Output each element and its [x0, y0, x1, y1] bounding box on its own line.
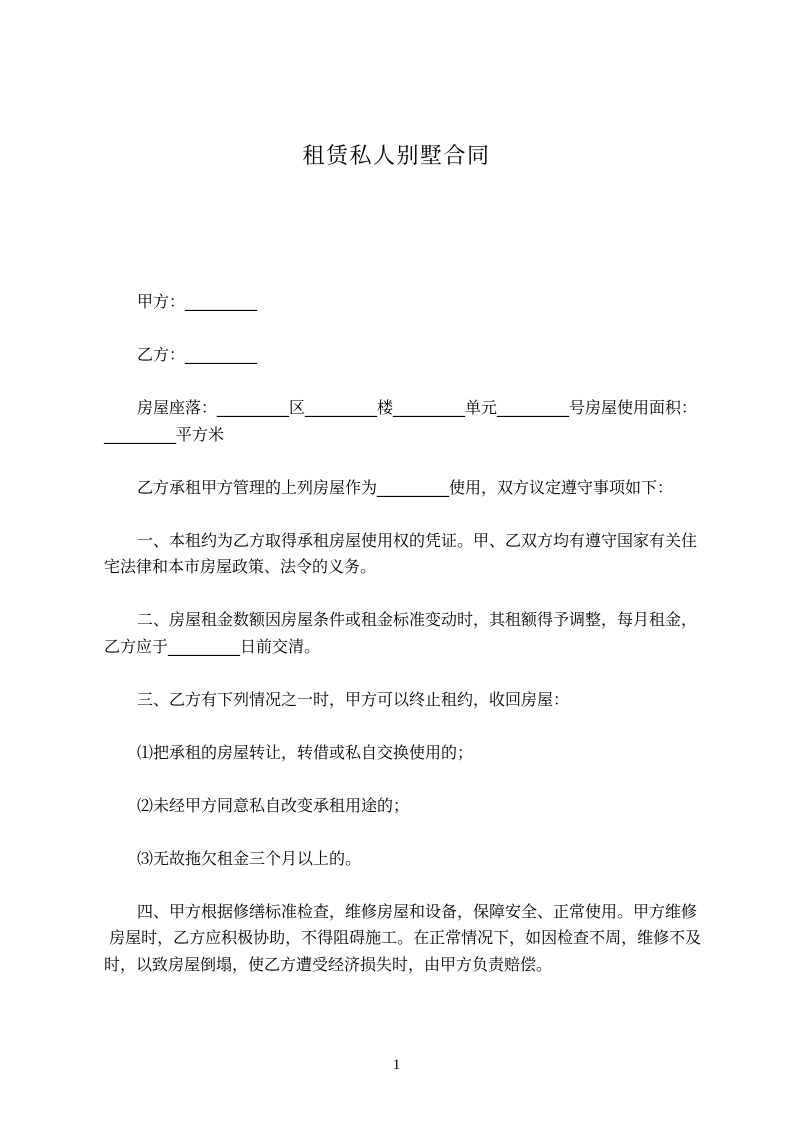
- party-a-line: [104, 289, 714, 316]
- paragraph-line: 宅法律和本市房屋政策、法令的义务。: [104, 557, 377, 576]
- paragraph-line: _________平方米: [104, 424, 225, 444]
- clause-3-item-1: [104, 740, 714, 767]
- clause-2: [104, 607, 714, 660]
- paragraph-line: 四、甲方根据修缮标准检查，维修房屋和设备，保障安全、正常使用。甲方维修: [137, 901, 698, 921]
- paragraph-line: 甲方：_________: [137, 292, 258, 311]
- page-number: 1: [392, 1057, 401, 1073]
- paragraph-line: ⑵未经甲方同意私自改变承租用途的；: [137, 795, 410, 815]
- clause-3-item-3: [104, 846, 714, 873]
- property-location-clause: [104, 395, 714, 448]
- document-body: [104, 289, 714, 1005]
- clause-4: [104, 899, 714, 979]
- clause-3-item-2: [104, 793, 714, 820]
- paragraph-line: 房屋座落：_________区_________楼_________单元_________号房屋使用面积：: [137, 398, 698, 417]
- paragraph-line: ⑶无故拖欠租金三个月以上的。: [137, 848, 362, 868]
- paragraph-line: 时，以致房屋倒塌，使乙方遭受经济损失时，由甲方负责赔偿。: [104, 954, 553, 974]
- paragraph-line: 二、房屋租金数额因房屋条件或租金标准变动时，其租额得予调整，每月租金，: [137, 610, 698, 629]
- paragraph-line: 乙方：_________: [137, 345, 258, 364]
- paragraph-line: 乙方应于_________日前交清。: [104, 636, 321, 656]
- party-b-line: [104, 342, 714, 369]
- paragraph-line: 乙方承租甲方管理的上列房屋作为_________使用，双方议定遵守事项如下：: [137, 477, 674, 497]
- paragraph-line: 一、本租约为乙方取得承租房屋使用权的凭证。甲、乙双方均有遵守国家有关住: [137, 530, 698, 550]
- usage-clause: [104, 475, 714, 502]
- paragraph-line: 三、乙方有下列情况之一时，甲方可以终止租约，收回房屋：: [137, 689, 570, 709]
- clause-3: [104, 687, 714, 714]
- paragraph-line: ⑴把承租的房屋转让，转借或私自交换使用的；: [137, 742, 474, 762]
- clause-1: [104, 528, 714, 581]
- paragraph-line: 房屋时，乙方应积极协助，不得阻碍施工。在正常情况下，如因检查不周，维修不及: [104, 928, 702, 947]
- document-title: 租赁私人别墅合同: [302, 144, 491, 169]
